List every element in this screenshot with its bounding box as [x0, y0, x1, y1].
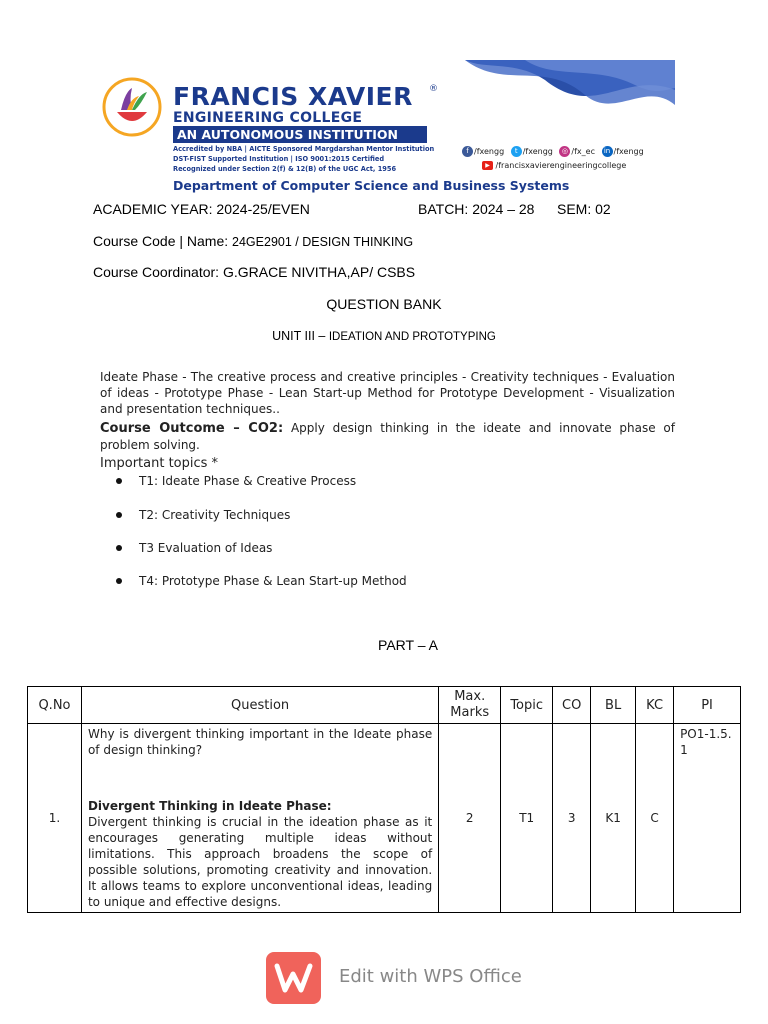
wps-w-glyph [266, 952, 321, 1004]
college-subtitle: ENGINEERING COLLEGE [173, 110, 363, 126]
course-outcome [100, 420, 675, 453]
college-name: FRANCIS XAVIER [173, 82, 413, 111]
question-table [27, 686, 741, 913]
unit-title [0, 329, 768, 343]
social-label: /fxengg [613, 147, 644, 156]
social-links [462, 146, 648, 157]
list-item: T3 Evaluation of Ideas [139, 541, 273, 555]
answer-heading: Divergent Thinking in Ideate Phase: [87, 799, 332, 813]
bullet-icon [116, 478, 122, 484]
bullet-icon [116, 578, 122, 584]
course-coordinator: Course Coordinator: G.GRACE NIVITHA,AP/ CSBS [93, 264, 416, 280]
unit-name: IDEATION AND PROTOTYPING [328, 331, 496, 343]
bullet-icon [116, 545, 122, 551]
syllabus-text: Ideate Phase - The creative process and creative principles - Creativity techniques - Evaluation of ideas - Prototype Phase - Lean Start-up Method for Prototype Development - Visualization and presentation techniques.. [100, 370, 675, 416]
column-header-marks: Max. Marks [439, 687, 501, 724]
social-label: /fxengg [474, 147, 505, 156]
column-header-kc: KC [636, 687, 674, 724]
table-row [28, 724, 741, 913]
topics-heading: Important topics * [100, 456, 219, 471]
page-title: QUESTION BANK [326, 296, 442, 312]
cell-pi: PO1-1.5.1 [674, 724, 741, 913]
academic-year: ACADEMIC YEAR: 2024-25/EVEN [93, 201, 310, 217]
social-youtube[interactable] [482, 161, 626, 170]
cell-co: 3 [553, 724, 591, 913]
table-header-row [28, 687, 741, 724]
semester: SEM: 02 [557, 201, 611, 217]
list-item: T4: Prototype Phase & Lean Start-up Method [139, 574, 407, 588]
column-header-question: Question [81, 687, 438, 724]
twitter-icon: t [511, 146, 522, 157]
accreditation-line: DST-FIST Supported Institution | ISO 9001:2015 Certified [173, 155, 385, 163]
college-logo-icon [101, 76, 163, 138]
cell-qno: 1. [28, 724, 82, 913]
cell-marks: 2 [439, 724, 501, 913]
column-header-pi: PI [674, 687, 741, 724]
batch: BATCH: 2024 – 28 [418, 201, 535, 217]
course-code-value: 24GE2901 / DESIGN THINKING [232, 235, 414, 249]
list-item: T2: Creativity Techniques [139, 508, 291, 522]
cell-bl: K1 [591, 724, 636, 913]
course-outcome-label: Course Outcome – CO2: [100, 421, 284, 436]
question-text: Why is divergent thinking important in the Ideate phase of design thinking? [87, 727, 433, 757]
cell-topic: T1 [501, 724, 553, 913]
facebook-icon: f [462, 146, 473, 157]
social-twitter[interactable] [511, 147, 553, 156]
course-outcome-text: Apply design thinking in the ideate and innovate phase of problem solving. [100, 421, 675, 452]
course-code-label: Course Code | Name: [93, 233, 233, 249]
answer-text: Divergent thinking is crucial in the ideation phase as it encourages generating multiple ideas without limitations. This approach broadens the scope of possible solutions, promoting creativity and innovation. It allows teams to explore unconventional ideas, leading to unique and effective designs. [87, 815, 433, 909]
linkedin-icon: in [602, 146, 613, 157]
social-label: /fx_ec [571, 147, 595, 156]
social-instagram[interactable] [559, 147, 595, 156]
cell-question [81, 724, 438, 913]
part-heading: PART – A [378, 637, 438, 653]
accreditation-line: Recognized under Section 2(f) & 12(B) of the UGC Act, 1956 [173, 165, 397, 173]
youtube-icon: ▶ [482, 161, 493, 170]
instagram-icon: ◎ [559, 146, 570, 157]
autonomous-label: AN AUTONOMOUS INSTITUTION [173, 126, 427, 143]
accreditation-text [173, 144, 434, 174]
accreditation-line: Accredited by NBA | AICTE Sponsored Margdarshan Mentor Institution [173, 145, 435, 153]
registered-mark: ® [429, 84, 438, 94]
department-name: Department of Computer Science and Business Systems [173, 178, 570, 193]
column-header-bl: BL [591, 687, 636, 724]
bullet-icon [116, 512, 122, 518]
social-facebook[interactable] [462, 147, 504, 156]
wps-edit-link[interactable]: Edit with WPS Office [339, 966, 522, 987]
social-label: /francisxavierengineeringcollege [495, 161, 627, 170]
column-header-topic: Topic [501, 687, 553, 724]
cell-kc: C [636, 724, 674, 913]
unit-prefix: UNIT III – [272, 329, 329, 343]
wps-office-icon[interactable] [266, 952, 321, 1004]
social-label: /fxengg [522, 147, 553, 156]
list-item: T1: Ideate Phase & Creative Process [139, 474, 357, 488]
column-header-qno: Q.No [28, 687, 82, 724]
course-code-line [93, 233, 413, 249]
college-banner [93, 60, 675, 193]
column-header-co: CO [553, 687, 591, 724]
banner-decoration [425, 60, 675, 138]
social-linkedin[interactable] [602, 147, 644, 156]
